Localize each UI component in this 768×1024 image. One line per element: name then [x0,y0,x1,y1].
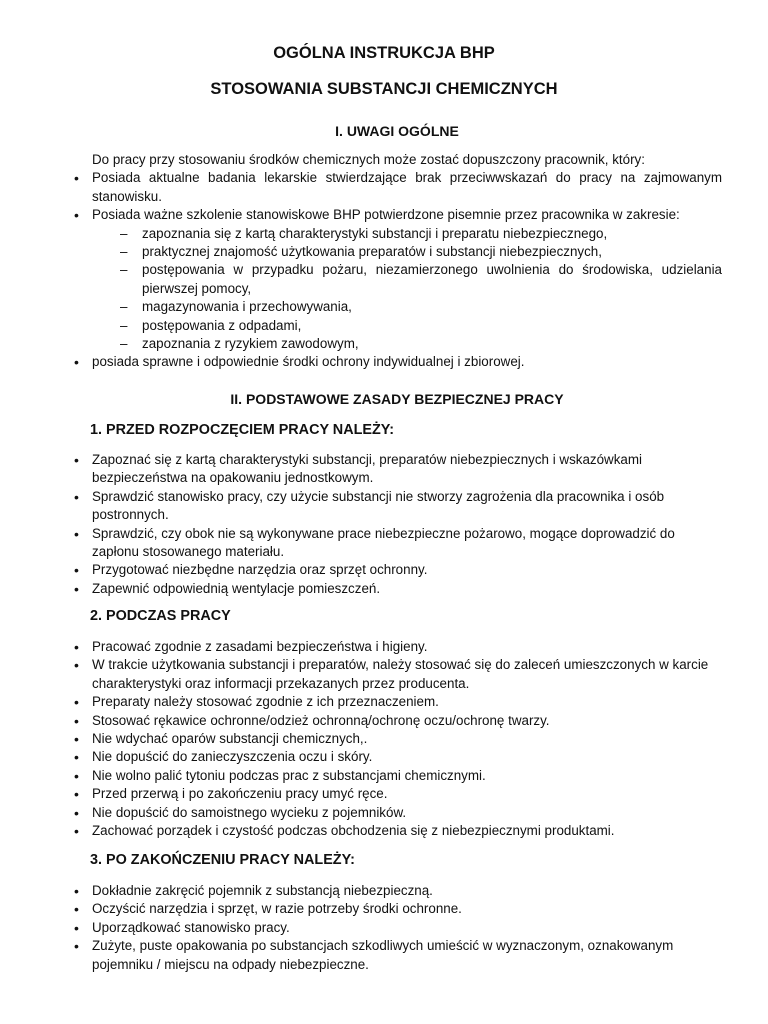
list-item: • Posiada ważne szkolenie stanowiskowe BHP potwierdzone pisemnie przez pracownika w zakresie: [72,206,722,224]
list-item: – postępowania z odpadami, [120,317,722,335]
training-scope-list [120,225,722,354]
general-list-end [72,353,722,371]
list-item: • Nie wdychać oparów substancji chemicznych,. [72,730,722,748]
list-item: • Przygotować niezbędne narzędzia oraz sprzęt ochronny. [72,561,722,579]
list-item: • Posiada aktualne badania lekarskie stwierdzające brak przeciwwskazań do pracy na zajmowanym stanowisku. [72,169,722,206]
subsection-heading-during: 2. PODCZAS PRACY [90,608,231,624]
subsection-after-work [72,851,722,869]
section-heading-basic-rules: II. PODSTAWOWE ZASADY BEZPIECZNEJ PRACY [230,391,564,407]
during-work-list [72,638,722,840]
before-work-list [72,451,722,598]
list-item: • Sprawdzić, czy obok nie są wykonywane prace niebezpieczne pożarowo, mogące doprowadzić do zapłonu stosowanego materiału. [72,525,722,562]
section-general-remarks [72,122,722,140]
list-item: • Nie dopuścić do zanieczyszczenia oczu i skóry. [72,748,722,766]
list-item: • Uporządkować stanowisko pracy. [72,919,722,937]
general-list [72,169,722,224]
list-item: – magazynowania i przechowywania, [120,298,722,316]
list-item: • Nie dopuścić do samoistnego wycieku z pojemników. [72,804,722,822]
section-basic-rules [72,390,722,408]
subsection-before-work [72,421,722,439]
section-intro: Do pracy przy stosowaniu środków chemicznych może zostać dopuszczony pracownik, który: [92,152,645,167]
list-item: • Preparaty należy stosować zgodnie z ich przeznaczeniem. [72,693,722,711]
document-subtitle: STOSOWANIA SUBSTANCJI CHEMICZNYCH [210,80,558,98]
section-heading-general: I. UWAGI OGÓLNE [335,123,459,139]
list-item: • Nie wolno palić tytoniu podczas prac z substancjami chemicznymi. [72,767,722,785]
after-work-list [72,882,722,974]
list-item: – postępowania w przypadku pożaru, niezamierzonego uwolnienia do środowiska, udzielania pierwszej pomocy, [120,261,722,298]
list-item: • Zużyte, puste opakowania po substancjach szkodliwych umieścić w wyznaczonym, oznakowanym pojemniku / miejscu na odpady niebezpieczne. [72,937,722,974]
list-item: • Oczyścić narzędzia i sprzęt, w razie potrzeby środki ochronne. [72,900,722,918]
list-item: – zapoznania się z kartą charakterystyki substancji i preparatu niebezpiecznego, [120,225,722,243]
list-item: • Stosować rękawice ochronne/odzież ochronną/ochronę oczu/ochronę twarzy. [72,712,722,730]
list-item: – zapoznania z ryzykiem zawodowym, [120,335,722,353]
list-item: • W trakcie użytkowania substancji i preparatów, należy stosować się do zaleceń umieszczonych w karcie charakterystyki oraz informacji przekazanych przez producenta. [72,656,722,693]
after-work-list-block [72,882,722,974]
list-item: • Przed przerwą i po zakończeniu pracy umyć ręce. [72,785,722,803]
list-item: – praktycznej znajomość użytkowania preparatów i substancji niebezpiecznych, [120,243,722,261]
list-item: • Sprawdzić stanowisko pracy, czy użycie substancji nie stworzy zagrożenia dla pracownika i osób postronnych. [72,488,722,525]
section-general-body [72,151,722,372]
before-work-list-block [72,451,722,598]
list-item: • Zapewnić odpowiednią wentylacje pomieszczeń. [72,580,722,598]
list-item: • Zapoznać się z kartą charakterystyki substancji, preparatów niebezpiecznych i wskazówkami bezpieczeństwa na opakowaniu jednostkowym. [72,451,722,488]
list-item: • posiada sprawne i odpowiednie środki ochrony indywidualnej i zbiorowej. [72,353,722,371]
subsection-heading-after: 3. PO ZAKOŃCZENIU PRACY NALEŻY: [90,852,355,868]
subsection-during-work [72,607,722,625]
list-item: • Zachować porządek i czystość podczas obchodzenia się z niebezpiecznymi produktami. [72,822,722,840]
subsection-heading-before: 1. PRZED ROZPOCZĘCIEM PRACY NALEŻY: [90,422,395,438]
document-title: OGÓLNA INSTRUKCJA BHP [273,44,495,62]
during-work-list-block [72,638,722,840]
list-item: • Dokładnie zakręcić pojemnik z substancją niebezpieczną. [72,882,722,900]
list-item: • Pracować zgodnie z zasadami bezpieczeństwa i higieny. [72,638,722,656]
